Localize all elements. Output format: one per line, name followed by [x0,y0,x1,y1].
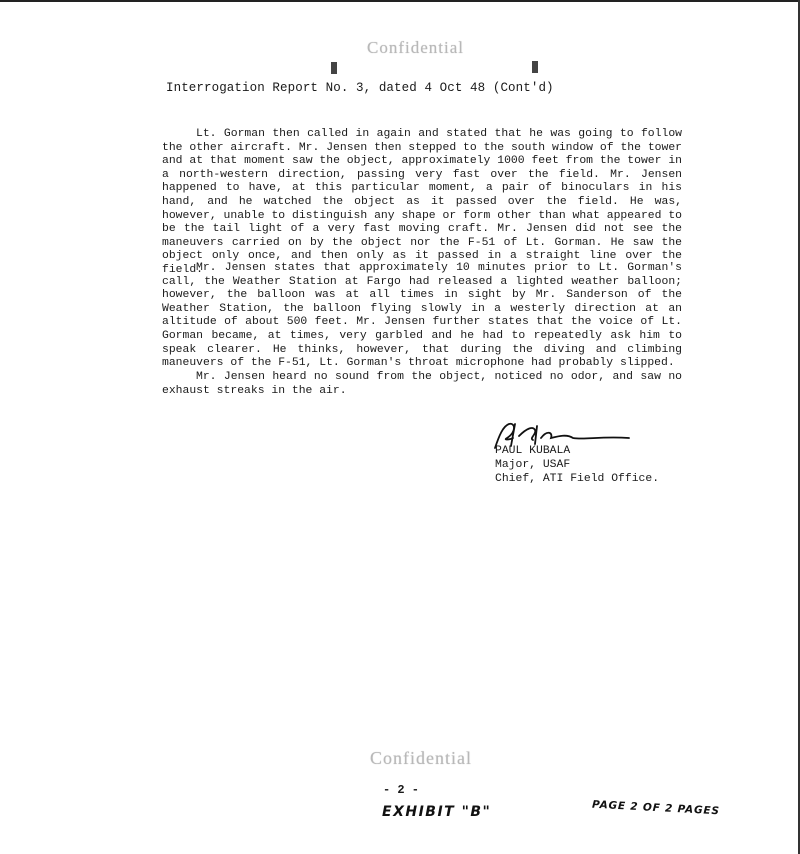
paragraph-1: Lt. Gorman then called in again and stated that he was going to follow the other aircraft. Mr. Jensen then stepped to the south window of the tower and at that moment saw the object, approximately 1000 feet from the tower in a north-western direction, passing very fast over the field. Mr. Jensen happened to have, at this particular moment, a pair of binoculars in his hand, and he watched the object as it passed over the field. He was, however, unable to distinguish any shape or form other than what appeared to be the tail light of a very fast moving craft. Mr. Jensen did not see the maneuvers carried on by the object nor the F-51 of Lt. Gorman. He saw the object only once, and then only as it passed in a straight line over the field. [162,128,689,276]
paragraph-2: Mr. Jensen states that approximately 10 minutes prior to Lt. Gorman's call, the Weather Station at Fargo had released a lighted weather balloon; however, the balloon was at all times in sight by Mr. Sanderson of the Weather Station, the balloon flying slowly in a westerly direction at an altitude of about 500 feet. Mr. Jensen further states that the voice of Lt. Gorman became, at times, very garbled and he had to repeatedly ask him to speak clearer. He thinks, however, that during the diving and climbing maneuvers of the F-51, Lt. Gorman's throat microphone had probably slipped. [162,262,689,370]
exhibit-label: EXHIBIT "B" [382,804,492,820]
confidential-stamp-top: Confidential [367,38,464,57]
signatory-rank: Major, USAF [495,459,571,471]
paragraph-3: Mr. Jensen heard no sound from the object, noticed no odor, and saw no exhaust streaks in the air. [162,371,689,397]
scan-border-top [0,0,800,2]
punch-mark-right [532,61,538,73]
report-header: Interrogation Report No. 3, dated 4 Oct 48 (Cont'd) [166,81,554,95]
confidential-stamp-bottom: Confidential [370,748,472,768]
signatory-name: PAUL KUBALA [495,445,571,457]
pages-note: PAGE 2 OF 2 PAGES [591,798,721,818]
page-number: - 2 - [383,783,420,797]
signatory-title: Chief, ATI Field Office. [495,473,660,485]
punch-mark-left [331,62,337,74]
